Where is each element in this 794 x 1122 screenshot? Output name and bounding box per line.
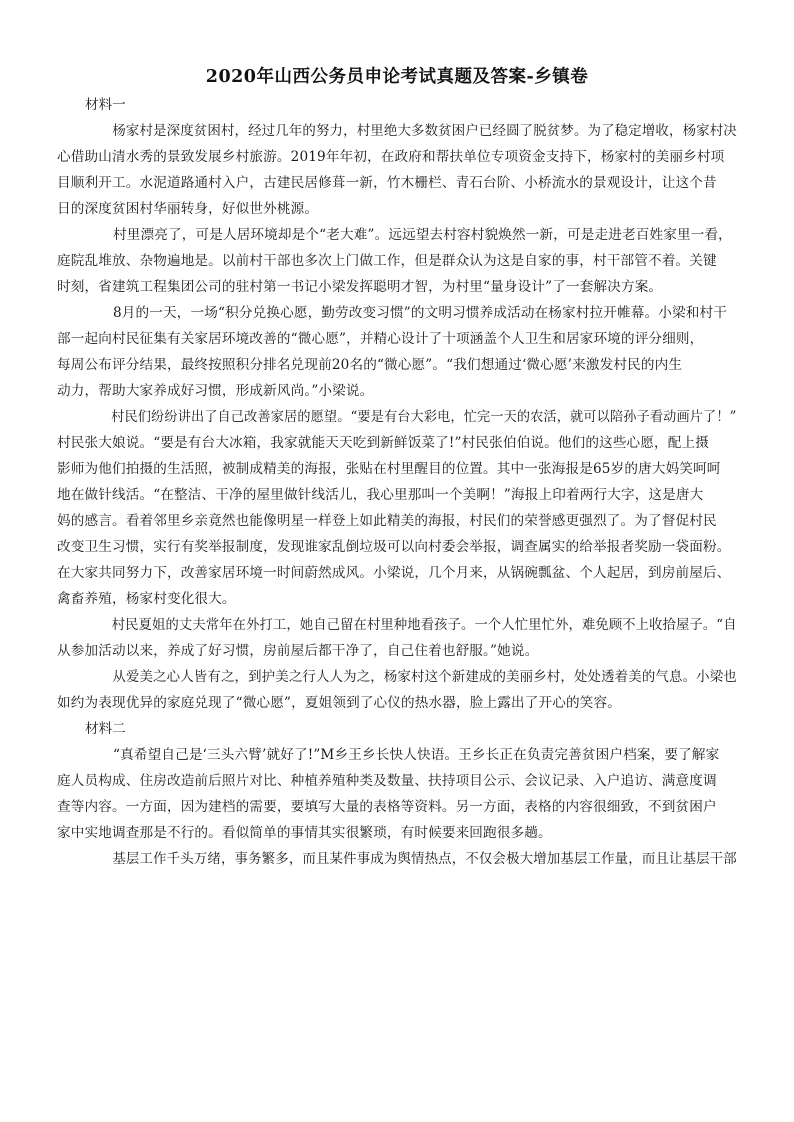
paragraph-line: 庭院乱堆放、杂物遍地是。以前村干部也多次上门做工作，但是群众认为这是自家的事，村干部管不着。关键 xyxy=(57,253,717,269)
section-label: 材料二 xyxy=(85,721,126,737)
paragraph xyxy=(57,300,737,404)
paragraph xyxy=(57,612,737,664)
paragraph-line: 时刻，省建筑工程集团公司的驻村第一书记小梁发挥聪明才智，为村里“量身设计”了一套解决方案。 xyxy=(57,279,663,295)
paragraph-line: 查等内容。一方面，因为建档的需要，要填写大量的表格等资料。另一方面，表格的内容很细致，不到贫困户 xyxy=(57,799,717,815)
paragraph-line: 地在做针线活。“在整洁、干净的屋里做针线活儿，我心里那叫一个美啊！”海报上印着两行大字，这是唐大 xyxy=(57,487,704,503)
paragraph-line: 部一起向村民征集有关家居环境改善的“微心愿”，并精心设计了十项涵盖个人卫生和居家环境的评分细则， xyxy=(57,331,704,347)
document-page xyxy=(57,64,737,872)
document-body xyxy=(57,92,737,872)
paragraph-line: 日的深度贫困村华丽转身，好似世外桃源。 xyxy=(57,201,319,217)
paragraph-line: 每周公布评分结果，最终按照积分排名兑现前20名的“微心愿”。“我们想通过‘微心愿’来激发村民的内生 xyxy=(57,357,683,373)
paragraph xyxy=(57,846,737,872)
paragraph-line: 动力，帮助大家养成好习惯，形成新风尚。”小梁说。 xyxy=(57,383,374,399)
paragraph-line: 从参加活动以来，养成了好习惯，房前屋后都干净了，自己住着也舒服。”她说。 xyxy=(57,643,539,659)
paragraph-line: “真希望自己是‘三头六臂’就好了!”M乡王乡长快人快语。王乡长正在负责完善贫困户档案，要了解家 xyxy=(113,747,720,763)
paragraph-line: 从爱美之心人皆有之，到护美之行人人为之，杨家村这个新建成的美丽乡村，处处透着美的气息。小梁也 xyxy=(112,669,737,685)
paragraph-line: 村里漂亮了，可是人居环境却是个“老大难”。远远望去村容村貌焕然一新，可是走进老百姓家里一看， xyxy=(113,227,732,243)
paragraph xyxy=(57,404,737,612)
paragraph-line: 如约为表现优异的家庭兑现了“微心愿”，夏姐领到了心仪的热水器，脸上露出了开心的笑容。 xyxy=(57,695,621,711)
paragraph-line: 庭人员构成、住房改造前后照片对比、种植养殖种类及数量、扶持项目公示、会议记录、入户追访、满意度调 xyxy=(57,773,717,789)
paragraph-line: 基层工作千头万绪，事务繁多，而且某件事成为舆情热点，不仅会极大增加基层工作量，而且让基层干部 xyxy=(112,851,737,867)
paragraph-line: 影师为他们拍摄的生活照，被制成精美的海报，张贴在村里醒目的位置。其中一张海报是65岁的唐大妈笑呵呵 xyxy=(57,461,721,477)
paragraph xyxy=(57,742,737,846)
paragraph-line: 家中实地调查那是不行的。看似简单的事情其实很繁琐，有时候要来回跑很多趟。 xyxy=(57,825,552,841)
paragraph-line: 妈的感言。看着邻里乡亲竟然也能像明星一样登上如此精美的海报，村民们的荣誉感更强烈了。为了督促村民 xyxy=(57,513,717,529)
paragraph xyxy=(57,664,737,716)
paragraph-line: 目顺利开工。水泥道路通村入户，古建民居修葺一新，竹木栅栏、青石台阶、小桥流水的景观设计，让这个昔 xyxy=(57,175,717,191)
paragraph-line: 8月的一天，一场“积分兑换心愿，勤劳改变习惯”的文明习惯养成活动在杨家村拉开帷幕。小梁和村干 xyxy=(113,305,727,321)
document-title: 2020年山西公务员申论考试真题及答案-乡镇卷 xyxy=(205,67,589,87)
section-label: 材料一 xyxy=(85,97,126,113)
paragraph-line: 禽畜养殖，杨家村变化很大。 xyxy=(57,591,236,607)
paragraph-line: 改变卫生习惯，实行有奖举报制度，发现谁家乱倒垃圾可以向村委会举报，调查属实的给举报者奖励一袋面粉。 xyxy=(57,539,731,555)
paragraph xyxy=(57,118,737,222)
paragraph-line: 村民们纷纷讲出了自己改善家居的愿望。“要是有台大彩电，忙完一天的农活，就可以陪孙子看动画片了！” xyxy=(111,409,737,425)
paragraph-line: 在大家共同努力下，改善家居环境一时间蔚然成风。小梁说，几个月来，从锅碗瓢盆、个人起居，到房前屋后、 xyxy=(57,565,731,581)
paragraph-line: 杨家村是深度贫困村，经过几年的努力，村里绝大多数贫困户已经圆了脱贫梦。为了稳定增收，杨家村决 xyxy=(112,123,737,139)
paragraph-line: 村民张大娘说。“要是有台大冰箱，我家就能天天吃到新鲜饭菜了!”村民张伯伯说。他们的这些心愿，配上摄 xyxy=(57,435,710,451)
paragraph-line: 村民夏姐的丈夫常年在外打工，她自己留在村里种地看孩子。一个人忙里忙外，难免顾不上收拾屋子。“自 xyxy=(111,617,737,633)
paragraph-line: 心借助山清水秀的景致发展乡村旅游。2019年年初，在政府和帮扶单位专项资金支持下，杨家村的美丽乡村项 xyxy=(57,149,725,165)
paragraph xyxy=(57,222,737,300)
